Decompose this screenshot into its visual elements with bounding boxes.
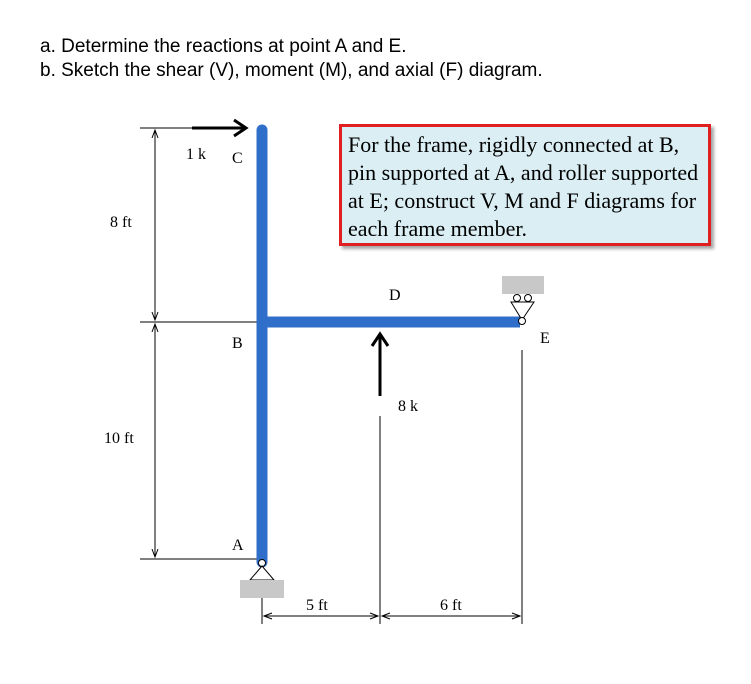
dim-upper-label: 8 ft <box>110 214 132 231</box>
point-d-label: D <box>389 287 401 304</box>
point-c-label: C <box>232 150 243 167</box>
load-c-label: 1 k <box>186 146 206 163</box>
problem-note: For the frame, rigidly connected at B, pin supported at A, and roller supported at E; construct V, M and F diagrams for each frame member. <box>339 124 711 246</box>
dim-lower-label: 10 ft <box>104 430 134 447</box>
point-e-label: E <box>540 330 550 347</box>
question-b: b. Sketch the shear (V), moment (M), and axial (F) diagram. <box>40 60 543 81</box>
dim-5ft-label: 5 ft <box>306 597 328 614</box>
dim-6ft-label: 6 ft <box>440 597 462 614</box>
load-arrow-c <box>192 120 246 136</box>
point-b-label: B <box>232 335 243 352</box>
pin-support-a <box>240 560 284 599</box>
point-a-label: A <box>232 537 244 554</box>
load-d-label: 8 k <box>398 398 418 415</box>
load-arrow-d <box>372 334 388 396</box>
question-a: a. Determine the reactions at point A and E. <box>40 36 407 57</box>
dimension-horizontal <box>262 350 522 624</box>
